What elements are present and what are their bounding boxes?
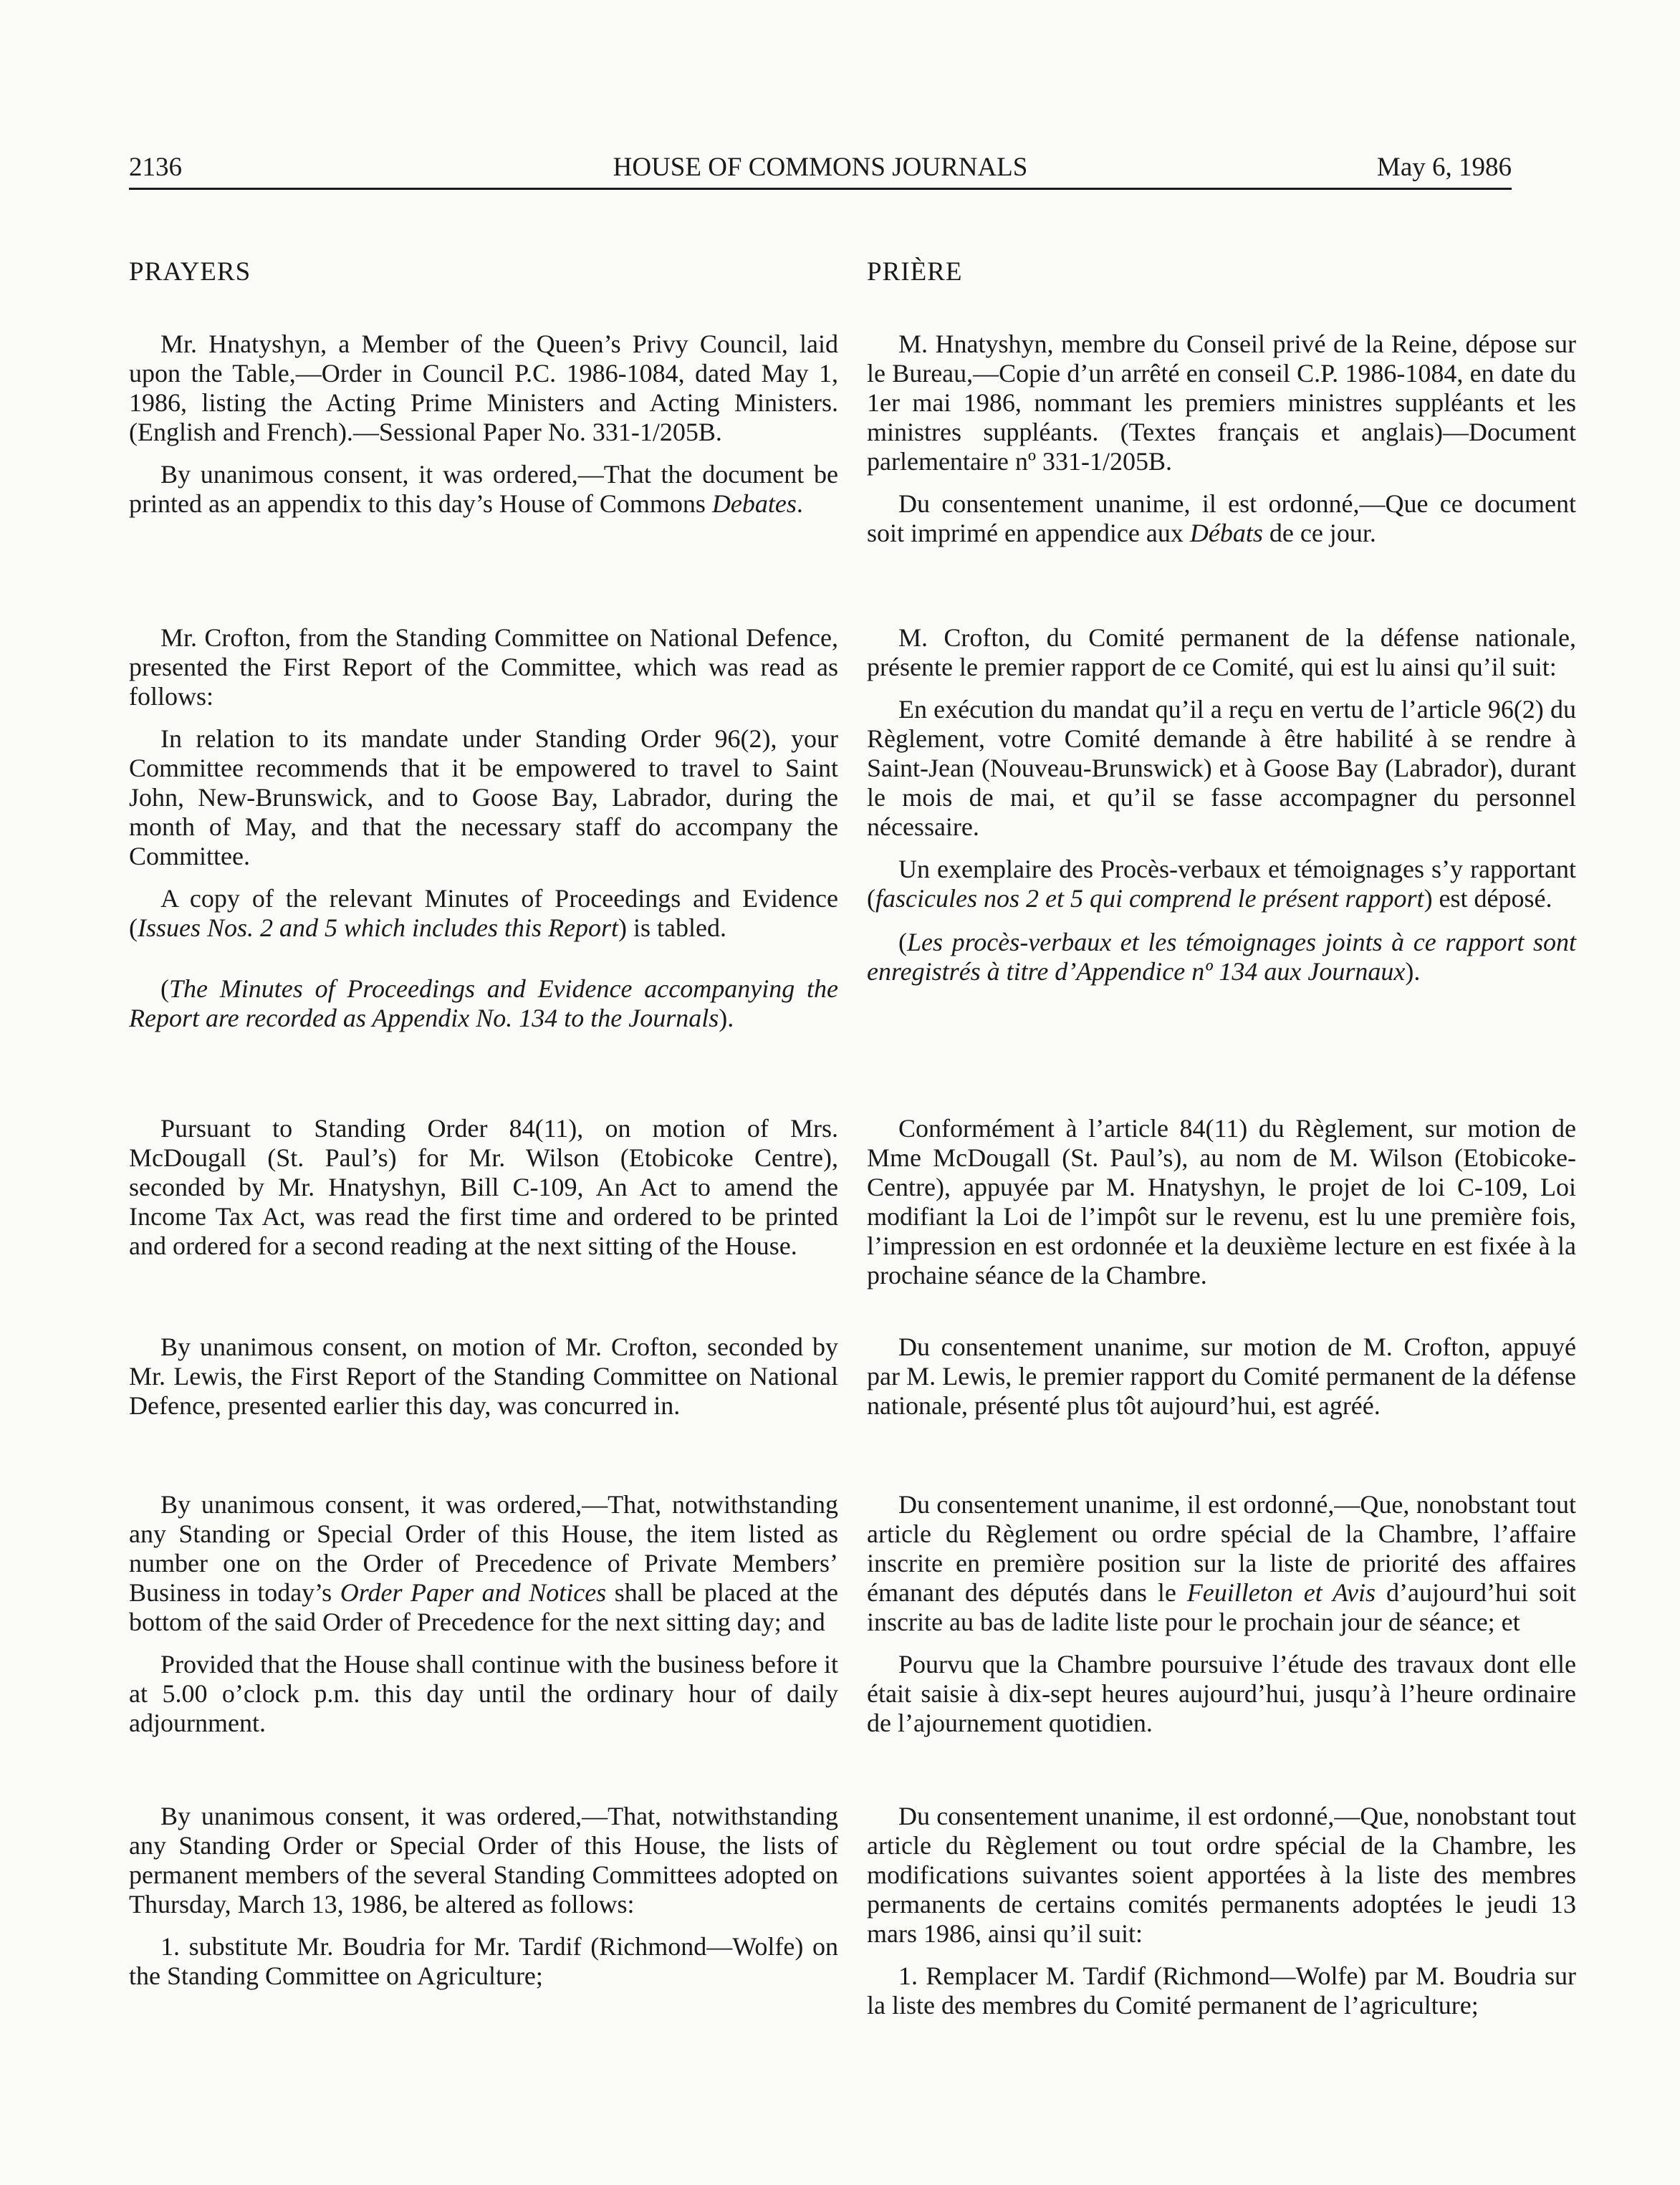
entry-committee-membership [867, 1802, 1576, 2033]
section-heading: PRAYERS [129, 257, 251, 287]
paragraph: Du consentement unanime, sur motion de M. Crofton, appuyé par M. Lewis, le premier rapport du Comité permanent de la défense nationale, présenté plus tôt aujourd’hui, est agréé. [867, 1332, 1576, 1420]
english-column [129, 244, 839, 1990]
entry-private-members-business [867, 1490, 1576, 1751]
entry-sessional-paper [129, 330, 838, 532]
paragraph: 1. Remplacer M. Tardif (Richmond—Wolfe) par M. Boudria sur la liste des membres du Comité permanent de l’agriculture; [867, 1961, 1576, 2020]
entry-committee-report [129, 623, 838, 1046]
entry-bill-c109 [867, 1114, 1576, 1303]
paragraph: Du consentement unanime, il est ordonné,—Que ce document soit imprimé en appendice aux Débats de ce jour. [867, 489, 1576, 547]
page-number: 2136 [129, 153, 182, 182]
paragraph: M. Crofton, du Comité permanent de la défense nationale, présente le premier rapport de ce Comité, qui est lu ainsi qu’il suit: [867, 623, 1576, 681]
paragraph: A copy of the relevant Minutes of Proceedings and Evidence (Issues Nos. 2 and 5 which includes this Report) is tabled. [129, 884, 838, 942]
section-heading: PRIÈRE [867, 257, 963, 287]
entry-committee-membership [129, 1802, 838, 2004]
paragraph: Mr. Crofton, from the Standing Committee on National Defence, presented the First Report of the Committee, which was read as follows: [129, 623, 838, 711]
journal-title: HOUSE OF COMMONS JOURNALS [613, 153, 1028, 182]
paragraph: Pursuant to Standing Order 84(11), on motion of Mrs. McDougall (St. Paul’s) for Mr. Wilson (Etobicoke Centre), seconded by Mr. Hnatyshyn, Bill C-109, An Act to amend the Income Tax Act, was read the first time and ordered to be printed and ordered for a second reading at the next sitting of the House. [129, 1114, 838, 1260]
paragraph: By unanimous consent, it was ordered,—That, notwithstanding any Standing Order or Special Order of this House, the lists of permanent members of the several Standing Committees adopted on Thursday, March 13, 1986, be altered as follows: [129, 1802, 838, 1919]
paragraph: Provided that the House shall continue with the business before it at 5.00 o’clock p.m. this day until the ordinary hour of daily adjournment. [129, 1650, 838, 1737]
paragraph: By unanimous consent, on motion of Mr. Crofton, seconded by Mr. Lewis, the First Report of the Standing Committee on National Defence, presented earlier this day, was concurred in. [129, 1332, 838, 1420]
entry-concurrence [129, 1332, 838, 1434]
paragraph: M. Hnatyshyn, membre du Conseil privé de la Reine, dépose sur le Bureau,—Copie d’un arrêté en conseil C.P. 1986-1084, en date du 1er mai 1986, nommant les premiers ministres suppléants et les ministres suppléants. (Textes français et anglais)—Document parlementaire nº 331-1/205B. [867, 330, 1576, 476]
paragraph: Mr. Hnatyshyn, a Member of the Queen’s Privy Council, laid upon the Table,—Order in Council P.C. 1986-1084, dated May 1, 1986, listing the Acting Prime Ministers and Acting Ministers. (English and French).—Sessional Paper No. 331-1/205B. [129, 330, 838, 446]
paragraph: Pourvu que la Chambre poursuive l’étude des travaux dont elle était saisie à dix-sept heures aujourd’hui, jusqu’à l’heure ordinaire de l’ajournement quotidien. [867, 1650, 1576, 1737]
paragraph: (Les procès-verbaux et les témoignages joints à ce rapport sont enregistrés à titre d’Appendice nº 134 aux Journaux). [867, 928, 1576, 986]
paragraph: By unanimous consent, it was ordered,—That the document be printed as an appendix to this day’s House of Commons Debates. [129, 460, 838, 518]
paragraph: Conformément à l’article 84(11) du Règlement, sur motion de Mme McDougall (St. Paul’s), au nom de M. Wilson (Etobicoke-Centre), appuyée par M. Hnatyshyn, le projet de loi C-109, Loi modifiant la Loi de l’impôt sur le revenu, est lu une première fois, l’impression en est ordonnée et la deuxième lecture en est fixée à la prochaine séance de la Chambre. [867, 1114, 1576, 1290]
paragraph: By unanimous consent, it was ordered,—That, notwithstanding any Standing or Special Order of this House, the item listed as number one on the Order of Precedence of Private Members’ Business in today’s Order Paper and Notices shall be placed at the bottom of the said Order of Precedence for the next sitting day; and [129, 1490, 839, 1636]
journal-date: May 6, 1986 [1376, 153, 1512, 182]
running-header [129, 152, 1512, 190]
paragraph: En exécution du mandat qu’il a reçu en vertu de l’article 96(2) du Règlement, votre Comité demande à être habilité à se rendre à Saint-Jean (Nouveau-Brunswick) et à Goose Bay (Labrador), durant le mois de mai, et qu’il se fasse accompagner du personnel nécessaire. [867, 695, 1576, 841]
entry-private-members-business [129, 1490, 838, 1751]
french-column [867, 244, 1576, 2020]
entry-committee-report [867, 623, 1576, 999]
entry-sessional-paper [867, 330, 1576, 561]
entry-bill-c109 [129, 1114, 838, 1274]
paragraph: (The Minutes of Proceedings and Evidence accompanying the Report are recorded as Appendix No. 134 to the Journals). [129, 974, 838, 1032]
paragraph: Un exemplaire des Procès-verbaux et témoignages s’y rapportant (fascicules nos 2 et 5 qui comprend le présent rapport) est déposé. [867, 855, 1576, 913]
paragraph: Du consentement unanime, il est ordonné,—Que, nonobstant tout article du Règlement ou tout ordre spécial de la Chambre, les modifications suivantes soient apportées à la liste des membres permanents de certains comités permanents adoptées le jeudi 13 mars 1986, ainsi qu’il suit: [867, 1802, 1576, 1948]
paragraph: 1. substitute Mr. Boudria for Mr. Tardif (Richmond—Wolfe) on the Standing Committee on Agriculture; [129, 1932, 838, 1990]
entry-concurrence [867, 1332, 1576, 1434]
paragraph: Du consentement unanime, il est ordonné,—Que, nonobstant tout article du Règlement ou ordre spécial de la Chambre, l’affaire inscrite en première position sur la liste de priorité des affaires émanant des députés dans le Feuilleton et Avis d’aujourd’hui soit inscrite au bas de ladite liste pour le prochain jour de séance; et [867, 1490, 1576, 1636]
paragraph: In relation to its mandate under Standing Order 96(2), your Committee recommends that it be empowered to travel to Saint John, New-Brunswick, and to Goose Bay, Labrador, during the month of May, and that the necessary staff do accompany the Committee. [129, 724, 838, 870]
